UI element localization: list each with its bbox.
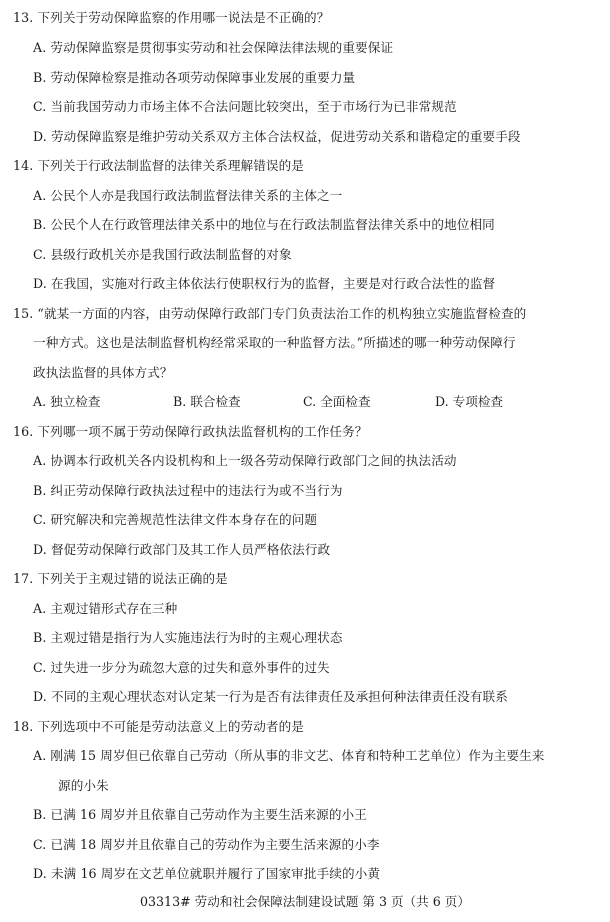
question-15-options: [33, 393, 593, 411]
question-16-option-b: B. 纠正劳动保障行政执法过程中的违法行为或不当行为: [33, 483, 343, 498]
question-18-option-d: D. 未满 16 周岁在文艺单位就职并履行了国家审批手续的小黄: [33, 866, 381, 881]
question-17-option-b: B. 主观过错是指行为人实施违法行为时的主观心理状态: [33, 630, 343, 645]
question-13-option-d: D. 劳动保障监察是维护劳动关系双方主体合法权益，促进劳动关系和谐稳定的重要手段: [33, 129, 521, 144]
question-14-stem: 14. 下列关于行政法制监督的法律关系理解错误的是: [13, 158, 304, 173]
question-14-option-a: A. 公民个人亦是我国行政法制监督法律关系的主体之一: [33, 188, 343, 203]
question-16-option-c: C. 研究解决和完善规范性法律文件本身存在的问题: [33, 512, 318, 527]
question-18-option-b: B. 已满 16 周岁并且依靠自己劳动作为主要生活来源的小王: [33, 807, 367, 822]
question-17-option-c: C. 过失进一步分为疏忽大意的过失和意外事件的过失: [33, 660, 330, 675]
question-15-stem-line-1: 15. “就某一方面的内容，由劳动保障行政部门专门负责法治工作的机构独立实施监督检查的: [13, 306, 527, 321]
question-13-option-a: A. 劳动保障监察是贯彻事实劳动和社会保障法律法规的重要保证: [33, 40, 394, 55]
question-15-option-c: C. 全面检查: [303, 394, 371, 409]
question-15-stem-line-3: 政执法监督的具体方式？: [33, 365, 173, 380]
question-15-option-a: A. 独立检查: [33, 394, 101, 409]
question-18-stem: 18. 下列选项中不可能是劳动法意义上的劳动者的是: [13, 719, 304, 734]
question-16-stem: 16. 下列哪一项不属于劳动保障行政执法监督机构的工作任务？: [13, 424, 368, 439]
question-14-option-b: B. 公民个人在行政管理法律关系中的地位与在行政法制监督法律关系中的地位相同: [33, 217, 495, 232]
question-18-option-c: C. 已满 18 周岁并且依靠自己的劳动作为主要生活来源的小李: [33, 837, 380, 852]
question-15-option-b: B. 联合检查: [173, 394, 241, 409]
question-18-option-a-line-1: A. 刚满 15 周岁但已依靠自己劳动（所从事的非文艺、体育和特种工艺单位）作为主要生来: [33, 748, 545, 763]
question-13-stem: 13. 下列关于劳动保障监察的作用哪一说法是不正确的？: [13, 10, 330, 25]
question-17-option-a: A. 主观过错形式存在三种: [33, 601, 178, 616]
question-16-option-a: A. 协调本行政机关各内设机构和上一级各劳动保障行政部门之间的执法活动: [33, 453, 457, 468]
question-17-option-d: D. 不同的主观心理状态对认定某一行为是否有法律责任及承担何种法律责任没有联系: [33, 689, 508, 704]
question-17-stem: 17. 下列关于主观过错的说法正确的是: [13, 571, 228, 586]
question-15-stem-line-2: 一种方式。这也是法制监督机构经常采取的一种监督方法。”所描述的哪一种劳动保障行: [33, 335, 516, 350]
question-14-option-c: C. 县级行政机关亦是我国行政法制监督的对象: [33, 247, 292, 262]
question-16-option-d: D. 督促劳动保障行政部门及其工作人员严格依法行政: [33, 542, 331, 557]
question-15-option-d: D. 专项检查: [435, 394, 504, 409]
question-13-option-c: C. 当前我国劳动力市场主体不合法问题比较突出，至于市场行为已非常规范: [33, 99, 457, 114]
question-14-option-d: D. 在我国，实施对行政主体依法行使职权行为的监督，主要是对行政合法性的监督: [33, 276, 496, 291]
question-18-option-a-line-2: 源的小朱: [58, 778, 109, 793]
page-footer: 03313# 劳动和社会保障法制建设试题 第 3 页（共 6 页）: [140, 894, 470, 909]
question-13-option-b: B. 劳动保障检察是推动各项劳动保障事业发展的重要力量: [33, 70, 356, 85]
